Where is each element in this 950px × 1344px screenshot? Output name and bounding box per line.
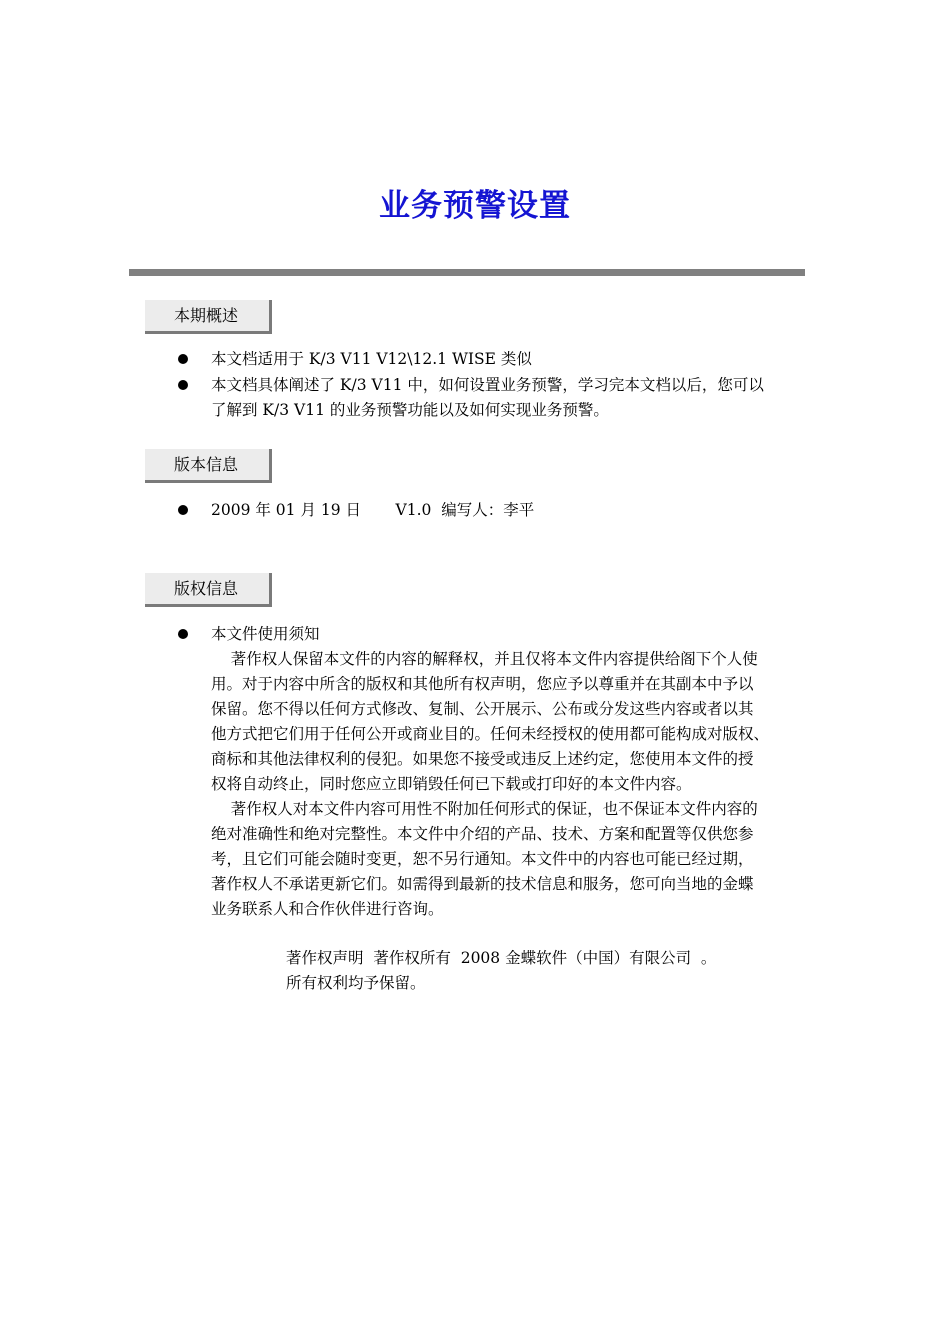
- bullet-icon: [178, 354, 188, 364]
- rights-reserved: 所有权利均予保留。: [286, 974, 426, 992]
- copyright-line-11: 业务联系人和合作伙伴进行咨询。: [211, 900, 444, 918]
- copyright-notice: 著作权声明 著作权所有 2008 金蝶软件（中国）有限公司 。: [286, 949, 717, 967]
- overview-item-2: 本文档具体阐述了 K/3 V11 中，如何设置业务预警，学习完本文档以后，您可以: [211, 376, 764, 394]
- copyright-line-3: 保留。您不得以任何方式修改、复制、公开展示、公布或分发这些内容或者以其: [211, 700, 754, 718]
- copyright-line-10: 著作权人不承诺更新它们。如需得到最新的技术信息和服务，您可向当地的金蝶: [211, 875, 754, 893]
- bullet-icon: [178, 380, 188, 390]
- copyright-line-5: 商标和其他法律权利的侵犯。如果您不接受或违反上述约定，您使用本文件的授: [211, 750, 754, 768]
- copyright-line-8: 绝对准确性和绝对完整性。本文件中介绍的产品、技术、方案和配置等仅供您参: [211, 825, 754, 843]
- copyright-line-2: 用。对于内容中所含的版权和其他所有权声明，您应予以尊重并在其副本中予以: [211, 675, 754, 693]
- copyright-line-9: 考，且它们可能会随时变更，恕不另行通知。本文件中的内容也可能已经过期，: [211, 850, 754, 868]
- section-label-overview: 本期概述: [145, 300, 272, 334]
- title-divider: [129, 269, 805, 276]
- overview-item-1: 本文档适用于 K/3 V11 V12\12.1 WISE 类似: [211, 350, 532, 368]
- bullet-icon: [178, 629, 188, 639]
- copyright-heading: 本文件使用须知: [211, 625, 320, 643]
- copyright-line-4: 他方式把它们用于任何公开或商业目的。任何未经授权的使用都可能构成对版权、: [211, 725, 770, 743]
- copyright-line-6: 权将自动终止，同时您应立即销毁任何已下载或打印好的本文件内容。: [211, 775, 692, 793]
- page-title: 业务预警设置: [379, 188, 571, 224]
- copyright-line-1: 著作权人保留本文件的内容的解释权，并且仅将本文件内容提供给阁下个人使: [211, 650, 758, 668]
- overview-item-2-continued: 了解到 K/3 V11 的业务预警功能以及如何实现业务预警。: [211, 401, 609, 419]
- bullet-icon: [178, 505, 188, 515]
- copyright-line-7: 著作权人对本文件内容可用性不附加任何形式的保证，也不保证本文件内容的: [211, 800, 758, 818]
- section-label-copyright: 版权信息: [145, 573, 272, 607]
- section-label-version: 版本信息: [145, 449, 272, 483]
- version-item: 2009 年 01 月 19 日 V1.0 编写人：李平: [211, 501, 535, 519]
